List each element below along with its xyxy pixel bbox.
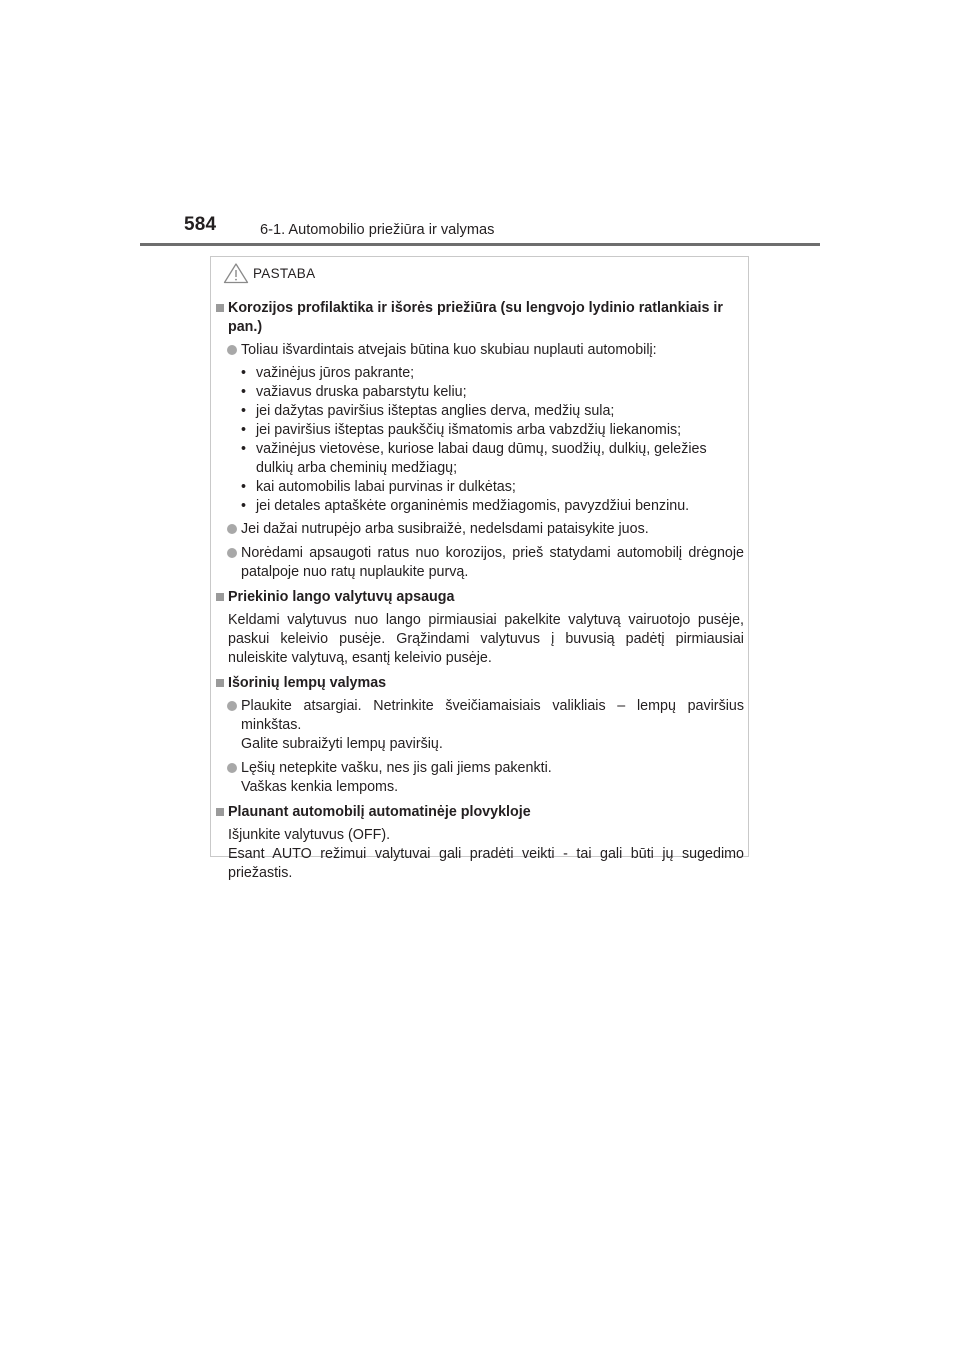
bullet-item: • važinėjus vietovėse, kuriose labai daug dūmų, suodžių, dulkių, geležies dulkių arba cheminių medžiagų;: [241, 441, 707, 476]
list-item: Plaukite atsargiai. Netrinkite šveičiamaisiais valikliais – lempų paviršius minkštas. Galite subraižyti lempų paviršių.: [215, 697, 744, 754]
bullet-item: • jei dažytas paviršius išteptas anglies derva, medžių sula;: [241, 403, 615, 419]
list-item: Norėdami apsaugoti ratus nuo korozijos, prieš statydami automobilį drėgnoje patalpoje nuo ratų nuplaukite purvą.: [215, 544, 744, 582]
square-bullet-icon: [216, 679, 224, 687]
section-heading-wipers: Priekinio lango valytuvų apsauga: [215, 588, 744, 607]
circle-bullet-icon: [227, 763, 237, 773]
bullet-item: • važiavus druska pabarstytu keliu;: [241, 384, 467, 400]
note-header: [223, 260, 315, 286]
header-rule: [140, 243, 820, 246]
square-bullet-icon: [216, 304, 224, 312]
section-heading-corrosion: Korozijos profilaktika ir išorės priežiūra (su lengvojo lydinio ratlankiais ir pan.): [215, 299, 744, 337]
bullet-item: • kai automobilis labai purvinas ir dulkėtas;: [241, 479, 516, 495]
paragraph: Esant AUTO režimui valytuvai gali pradėti veikti - tai gali būti jų sugedimo priežastis.: [228, 846, 744, 881]
note-content: [215, 299, 744, 883]
circle-bullet-icon: [227, 524, 237, 534]
list-item: Toliau išvardintais atvejais būtina kuo skubiau nuplauti automobilį:: [215, 341, 744, 360]
bullet-item: • jei detales aptaškėte organinėmis medžiagomis, pavyzdžiui benzinu.: [241, 498, 690, 514]
page-number: 584: [184, 214, 217, 235]
circle-bullet-icon: [227, 548, 237, 558]
section-title: 6-1. Automobilio priežiūra ir valymas: [260, 222, 495, 238]
paragraph: Keldami valytuvus nuo lango pirmiausiai pakelkite valytuvą vairuotojo pusėje, paskui keleivio pusėje. Grąžindami valytuvus į buvusią padėtį pirmiausiai nuleiskite valytuvą, esantį keleivio pusėje.: [228, 612, 744, 666]
warning-triangle-icon: [223, 262, 249, 284]
circle-bullet-icon: [227, 701, 237, 711]
circle-bullet-icon: [227, 345, 237, 355]
section-heading-lamps: Išorinių lempų valymas: [215, 674, 744, 693]
section-heading-carwash: Plaunant automobilį automatinėje plovykloje: [215, 803, 744, 822]
square-bullet-icon: [216, 593, 224, 601]
square-bullet-icon: [216, 808, 224, 816]
bullet-item: • jei paviršius išteptas paukščių išmatomis arba vabzdžių liekanomis;: [241, 422, 682, 438]
list-item: Lęšių netepkite vašku, nes jis gali jiems pakenkti. Vaškas kenkia lempoms.: [215, 759, 744, 797]
bullet-list: [215, 364, 744, 516]
note-label: PASTABA: [253, 265, 316, 281]
list-item: Jei dažai nutrupėjo arba susibraižė, nedelsdami pataisykite juos.: [215, 520, 744, 539]
bullet-item: • važinėjus jūros pakrante;: [241, 365, 415, 381]
paragraph: Išjunkite valytuvus (OFF).: [228, 827, 391, 843]
